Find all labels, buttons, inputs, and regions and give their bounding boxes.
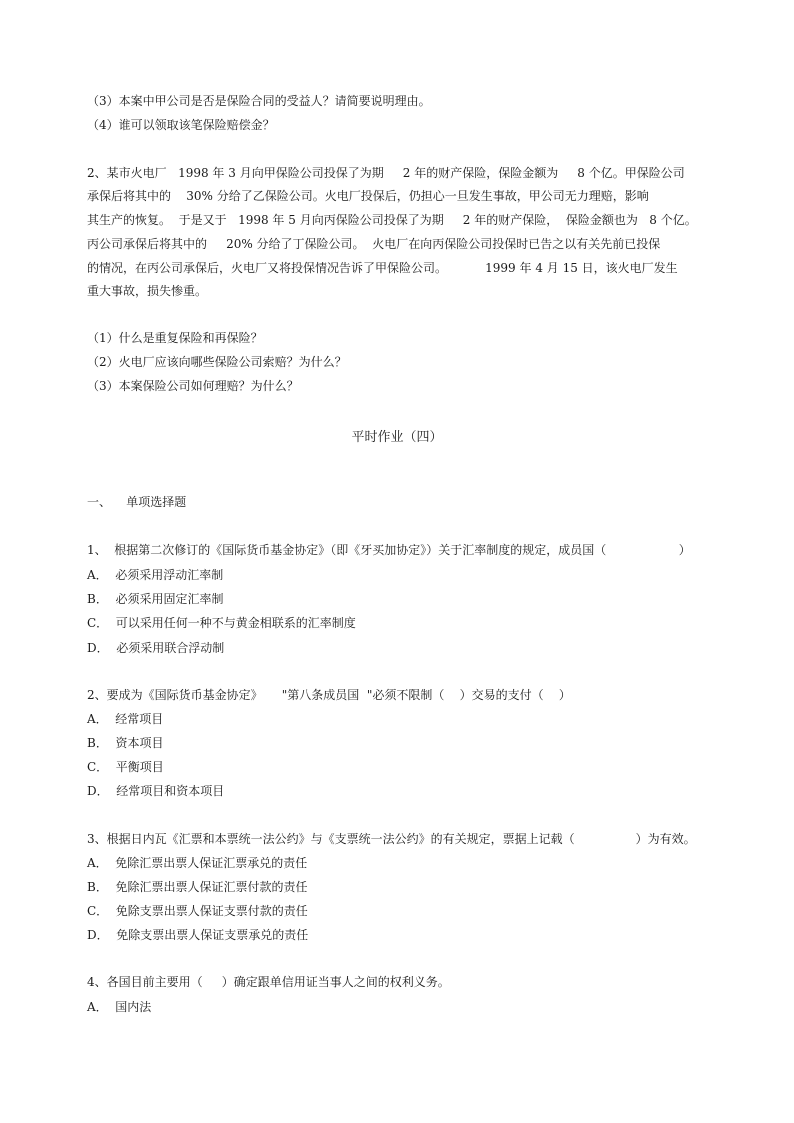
mcq-2-option-d: D． 经常项目和资本项目 (87, 784, 225, 798)
mcq-1-option-d: D． 必须采用联合浮动制 (87, 641, 225, 655)
mcq-3-option-a: A． 免除汇票出票人保证汇票承兑的责任 (87, 856, 308, 870)
mcq-2-stem: 2、要成为《国际货币基金协定》 "第八条成员国 "必须不限制（ ）交易的支付（ ） (87, 688, 571, 702)
mcq-3-option-d: D． 免除支票出票人保证支票承兑的责任 (87, 928, 309, 942)
case2-line-4: 丙公司承保后将其中的 20% 分给了丁保险公司。 火电厂在向丙保险公司投保时已告之以有关先前已投保 (87, 237, 661, 251)
section-heading: 一、 单项选择题 (87, 495, 187, 509)
prev-question-3: （3）本案中甲公司是否是保险合同的受益人？请简要说明理由。 (87, 94, 431, 108)
case2-line-3: 其生产的恢复。 于是又于 1998 年 5 月向丙保险公司投保了为期 2 年的财产保险， 保险金额也为 8 个亿。 (87, 213, 697, 227)
prev-question-4: （4）谁可以领取该笔保险赔偿金？ (87, 118, 275, 132)
mcq-1-option-a: A． 必须采用浮动汇率制 (87, 568, 224, 582)
case2-line-6: 重大事故，损失惨重。 (87, 284, 208, 298)
mcq-3-option-c: C． 免除支票出票人保证支票付款的责任 (87, 904, 308, 918)
mcq-1-option-c: C． 可以采用任何一种不与黄金相联系的汇率制度 (87, 616, 356, 630)
mcq-1-stem: 1、 根据第二次修订的《国际货币基金协定》（即《牙买加协定》）关于汇率制度的规定，成员国（ ） (87, 543, 691, 557)
mcq-2-option-c: C． 平衡项目 (87, 760, 164, 774)
homework-title: 平时作业（四） (351, 430, 443, 445)
mcq-3-stem: 3、根据日内瓦《汇票和本票统一法公约》与《支票统一法公约》的有关规定，票据上记载（ ）为有效。 (87, 832, 696, 846)
case2-question-3: （3）本案保险公司如何理赔？为什么？ (87, 379, 299, 393)
case2-question-2: （2）火电厂应该向哪些保险公司索赔？为什么？ (87, 355, 347, 369)
case2-question-1: （1）什么是重复保险和再保险？ (87, 331, 263, 345)
mcq-2-option-b: B． 资本项目 (87, 736, 164, 750)
mcq-4-stem: 4、各国目前主要用（ ）确定跟单信用证当事人之间的权利义务。 (87, 975, 450, 989)
case2-line-1: 2、某市火电厂 1998 年 3 月向甲保险公司投保了为期 2 年的财产保险，保险金额为 8 个亿。甲保险公司 (87, 166, 685, 180)
mcq-3-option-b: B． 免除汇票出票人保证汇票付款的责任 (87, 880, 308, 894)
case2-line-5: 的情况，在丙公司承保后，火电厂又将投保情况告诉了甲保险公司。 1999 年 4 月 15 日，该火电厂发生 (87, 261, 678, 275)
case2-line-2: 承保后将其中的 30% 分给了乙保险公司。火电厂投保后，仍担心一旦发生事故，甲公司无力理赔，影响 (87, 189, 649, 203)
mcq-4-option-a: A． 国内法 (87, 1000, 152, 1014)
mcq-1-option-b: B． 必须采用固定汇率制 (87, 592, 224, 606)
mcq-2-option-a: A． 经常项目 (87, 712, 164, 726)
